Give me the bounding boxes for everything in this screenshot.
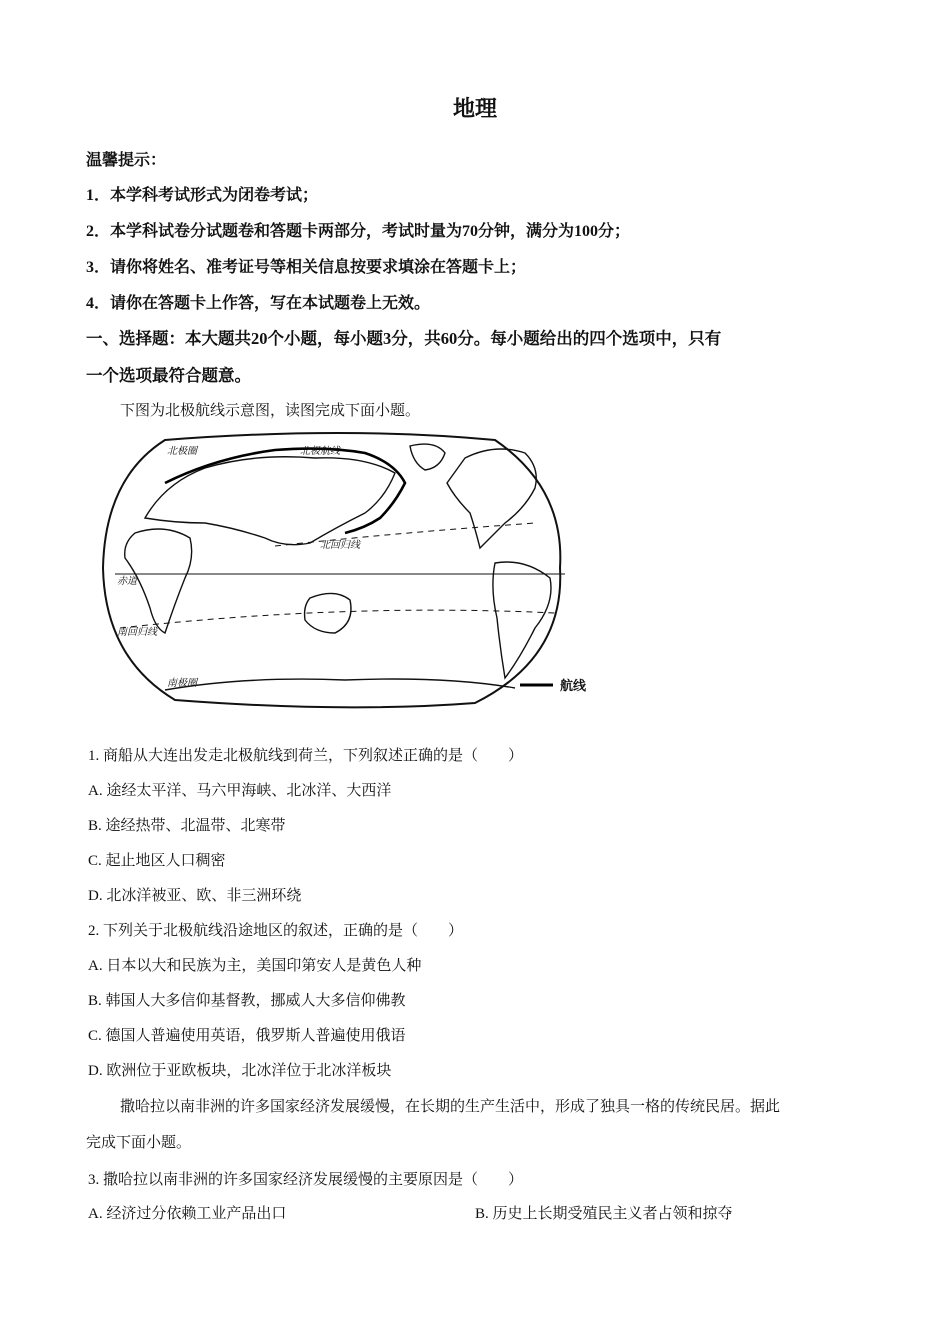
page-title: 地理 bbox=[452, 97, 497, 122]
section-heading-cont: 一个选项最符合题意。 bbox=[86, 366, 251, 385]
question-stem: 2. 下列关于北极航线沿途地区的叙述，正确的是（ ） bbox=[88, 923, 464, 939]
question-option: A. 途经太平洋、马六甲海峡、北冰洋、大西洋 bbox=[88, 783, 392, 799]
question-option: A. 经济过分依赖工业产品出口 bbox=[88, 1206, 287, 1222]
eurasia bbox=[145, 457, 395, 545]
arctic-route-line bbox=[165, 449, 405, 533]
notice-item: 2．本学科试卷分试题卷和答题卡两部分，考试时量为70分钟，满分为100分； bbox=[86, 223, 631, 240]
question-option: B. 韩国人大多信仰基督教，挪威人大多信仰佛教 bbox=[88, 993, 406, 1009]
notice-item: 4．请你在答题卡上作答，写在本试题卷上无效。 bbox=[86, 295, 431, 312]
question-option: A. 日本以大和民族为主，美国印第安人是黄色人种 bbox=[88, 958, 422, 974]
south-america bbox=[493, 562, 551, 678]
greenland bbox=[410, 444, 445, 470]
label-antarctic-circle: 南极圈 bbox=[167, 678, 197, 689]
question-option: C. 德国人普遍使用英语，俄罗斯人普遍使用俄语 bbox=[88, 1028, 406, 1044]
label-tropic-cancer: 北回归线 bbox=[320, 540, 360, 551]
label-arctic-circle: 北极圈 bbox=[167, 446, 197, 457]
tropic-cancer-line bbox=[275, 523, 535, 546]
notice-heading: 温馨提示： bbox=[86, 150, 167, 169]
notice-item: 1．本学科考试形式为闭卷考试； bbox=[86, 187, 319, 204]
question-option: B. 历史上长期受殖民主义者占领和掠夺 bbox=[475, 1206, 733, 1222]
legend-label: 航线 bbox=[560, 679, 587, 694]
question-stem: 1. 商船从大连出发走北极航线到荷兰，下列叙述正确的是（ ） bbox=[88, 748, 524, 764]
question-stem: 3. 撒哈拉以南非洲的许多国家经济发展缓慢的主要原因是（ ） bbox=[88, 1172, 524, 1188]
question-option: D. 北冰洋被亚、欧、非三洲环绕 bbox=[88, 888, 302, 904]
map-frame bbox=[103, 433, 560, 707]
antarctica bbox=[165, 679, 515, 690]
passage-intro: 撒哈拉以南非洲的许多国家经济发展缓慢，在长期的生产生活中，形成了独具一格的传统民居。据此 bbox=[120, 1097, 781, 1115]
passage-intro-cont: 完成下面小题。 bbox=[86, 1133, 192, 1151]
label-tropic-capricorn: 南回归线 bbox=[117, 627, 157, 638]
tropic-capricorn-line bbox=[120, 610, 555, 628]
label-arctic-route: 北极航线 bbox=[300, 446, 340, 457]
question-option: C. 起止地区人口稠密 bbox=[88, 853, 226, 869]
arctic-route-map bbox=[95, 428, 610, 710]
label-equator: 赤道 bbox=[117, 576, 137, 587]
notice-item: 3．请你将姓名、准考证号等相关信息按要求填涂在答题卡上； bbox=[86, 259, 527, 276]
section-heading: 一、选择题：本大题共20个小题，每小题3分，共60分。每小题给出的四个选项中，只有 bbox=[86, 329, 722, 348]
question-option: D. 欧洲位于亚欧板块，北冰洋位于北冰洋板块 bbox=[88, 1063, 392, 1079]
passage-intro: 下图为北极航线示意图，读图完成下面小题。 bbox=[120, 401, 421, 419]
question-option: B. 途经热带、北温带、北寒带 bbox=[88, 818, 286, 834]
